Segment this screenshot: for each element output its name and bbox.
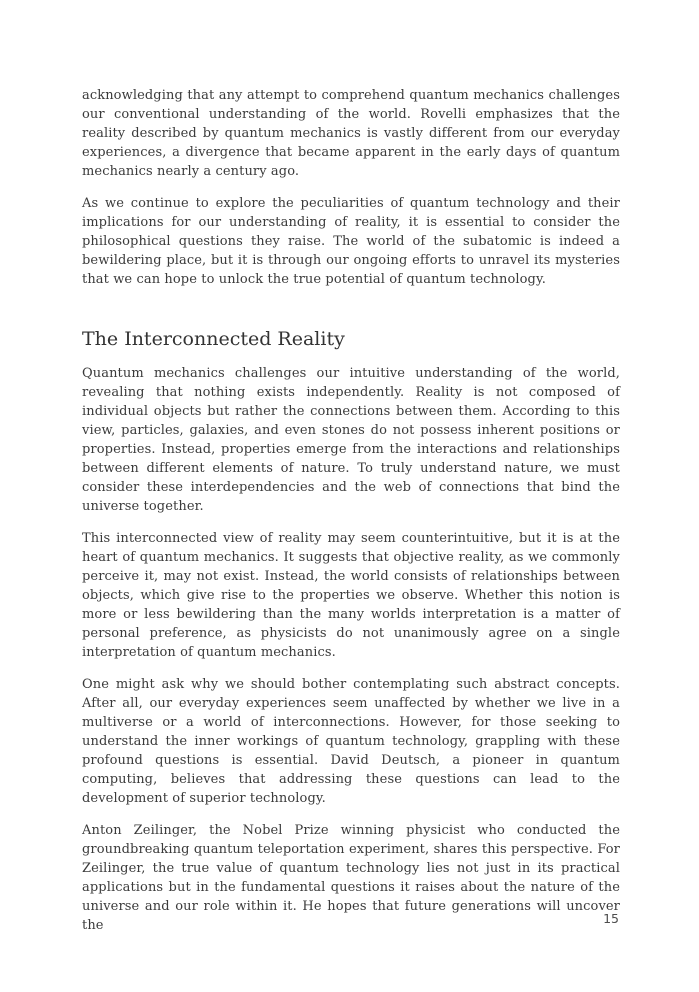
text-block (82, 86, 620, 948)
paragraph-abstract-concepts: One might ask why we should bother contemplating such abstract concepts. After all, our everyday experiences seem unaffected by whether we live in a multiverse or a world of interconnections. However, for those seeking to understand the inner workings of quantum technology, grappling with these profound questions is essential. David Deutsch, a pioneer in quantum computing, believes that addressing these questions can lead to the development of superior technology. (82, 677, 620, 806)
paragraph-counterintuitive-view: This interconnected view of reality may seem counterintuitive, but it is at the heart of quantum mechanics. It suggests that objective reality, as we commonly perceive it, may not exist. Instead, the world consists of relationships between objects, which give rise to the properties we observe. Whether this notion is more or less bewildering than the many worlds interpretation is a matter of personal preference, as physicists do not unanimously agree on a single interpretation of quantum mechanics. (82, 531, 620, 660)
paragraph-anton-zeilinger: Anton Zeilinger, the Nobel Prize winning physicist who conducted the groundbreaking quantum teleportation experiment, shares this perspective. For Zeilinger, the true value of quantum technology lies not just in its practical applications but in the fundamental questions it raises about the nature of the universe and our role within it. He hopes that future generations will uncover the (82, 823, 620, 933)
section-heading: The Interconnected Reality (82, 328, 345, 350)
paragraph-interconnected-nature: Quantum mechanics challenges our intuitive understanding of the world, revealing that nothing exists independently. Reality is not composed of individual objects but rather the connections between them. According to this view, particles, galaxies, and even stones do not possess inherent positions or properties. Instead, properties emerge from the interactions and relationships between different elements of nature. To truly understand nature, we must consider these interdependencies and the web of connections that bind the universe together. (82, 366, 620, 514)
paragraph-rovelli-comprehension: acknowledging that any attempt to comprehend quantum mechanics challenges our conventional understanding of the world. Rovelli emphasizes that the reality described by quantum mechanics is vastly different from our everyday experiences, a divergence that became apparent in the early days of quantum mechanics nearly a century ago. (82, 88, 620, 179)
page-number: 15 (603, 911, 619, 926)
paragraph-philosophical-questions: As we continue to explore the peculiarities of quantum technology and their implications for our understanding of reality, it is essential to consider the philosophical questions they raise. The world of the subatomic is indeed a bewildering place, but it is through our ongoing efforts to unravel its mysteries that we can hope to unlock the true potential of quantum technology. (82, 196, 620, 287)
